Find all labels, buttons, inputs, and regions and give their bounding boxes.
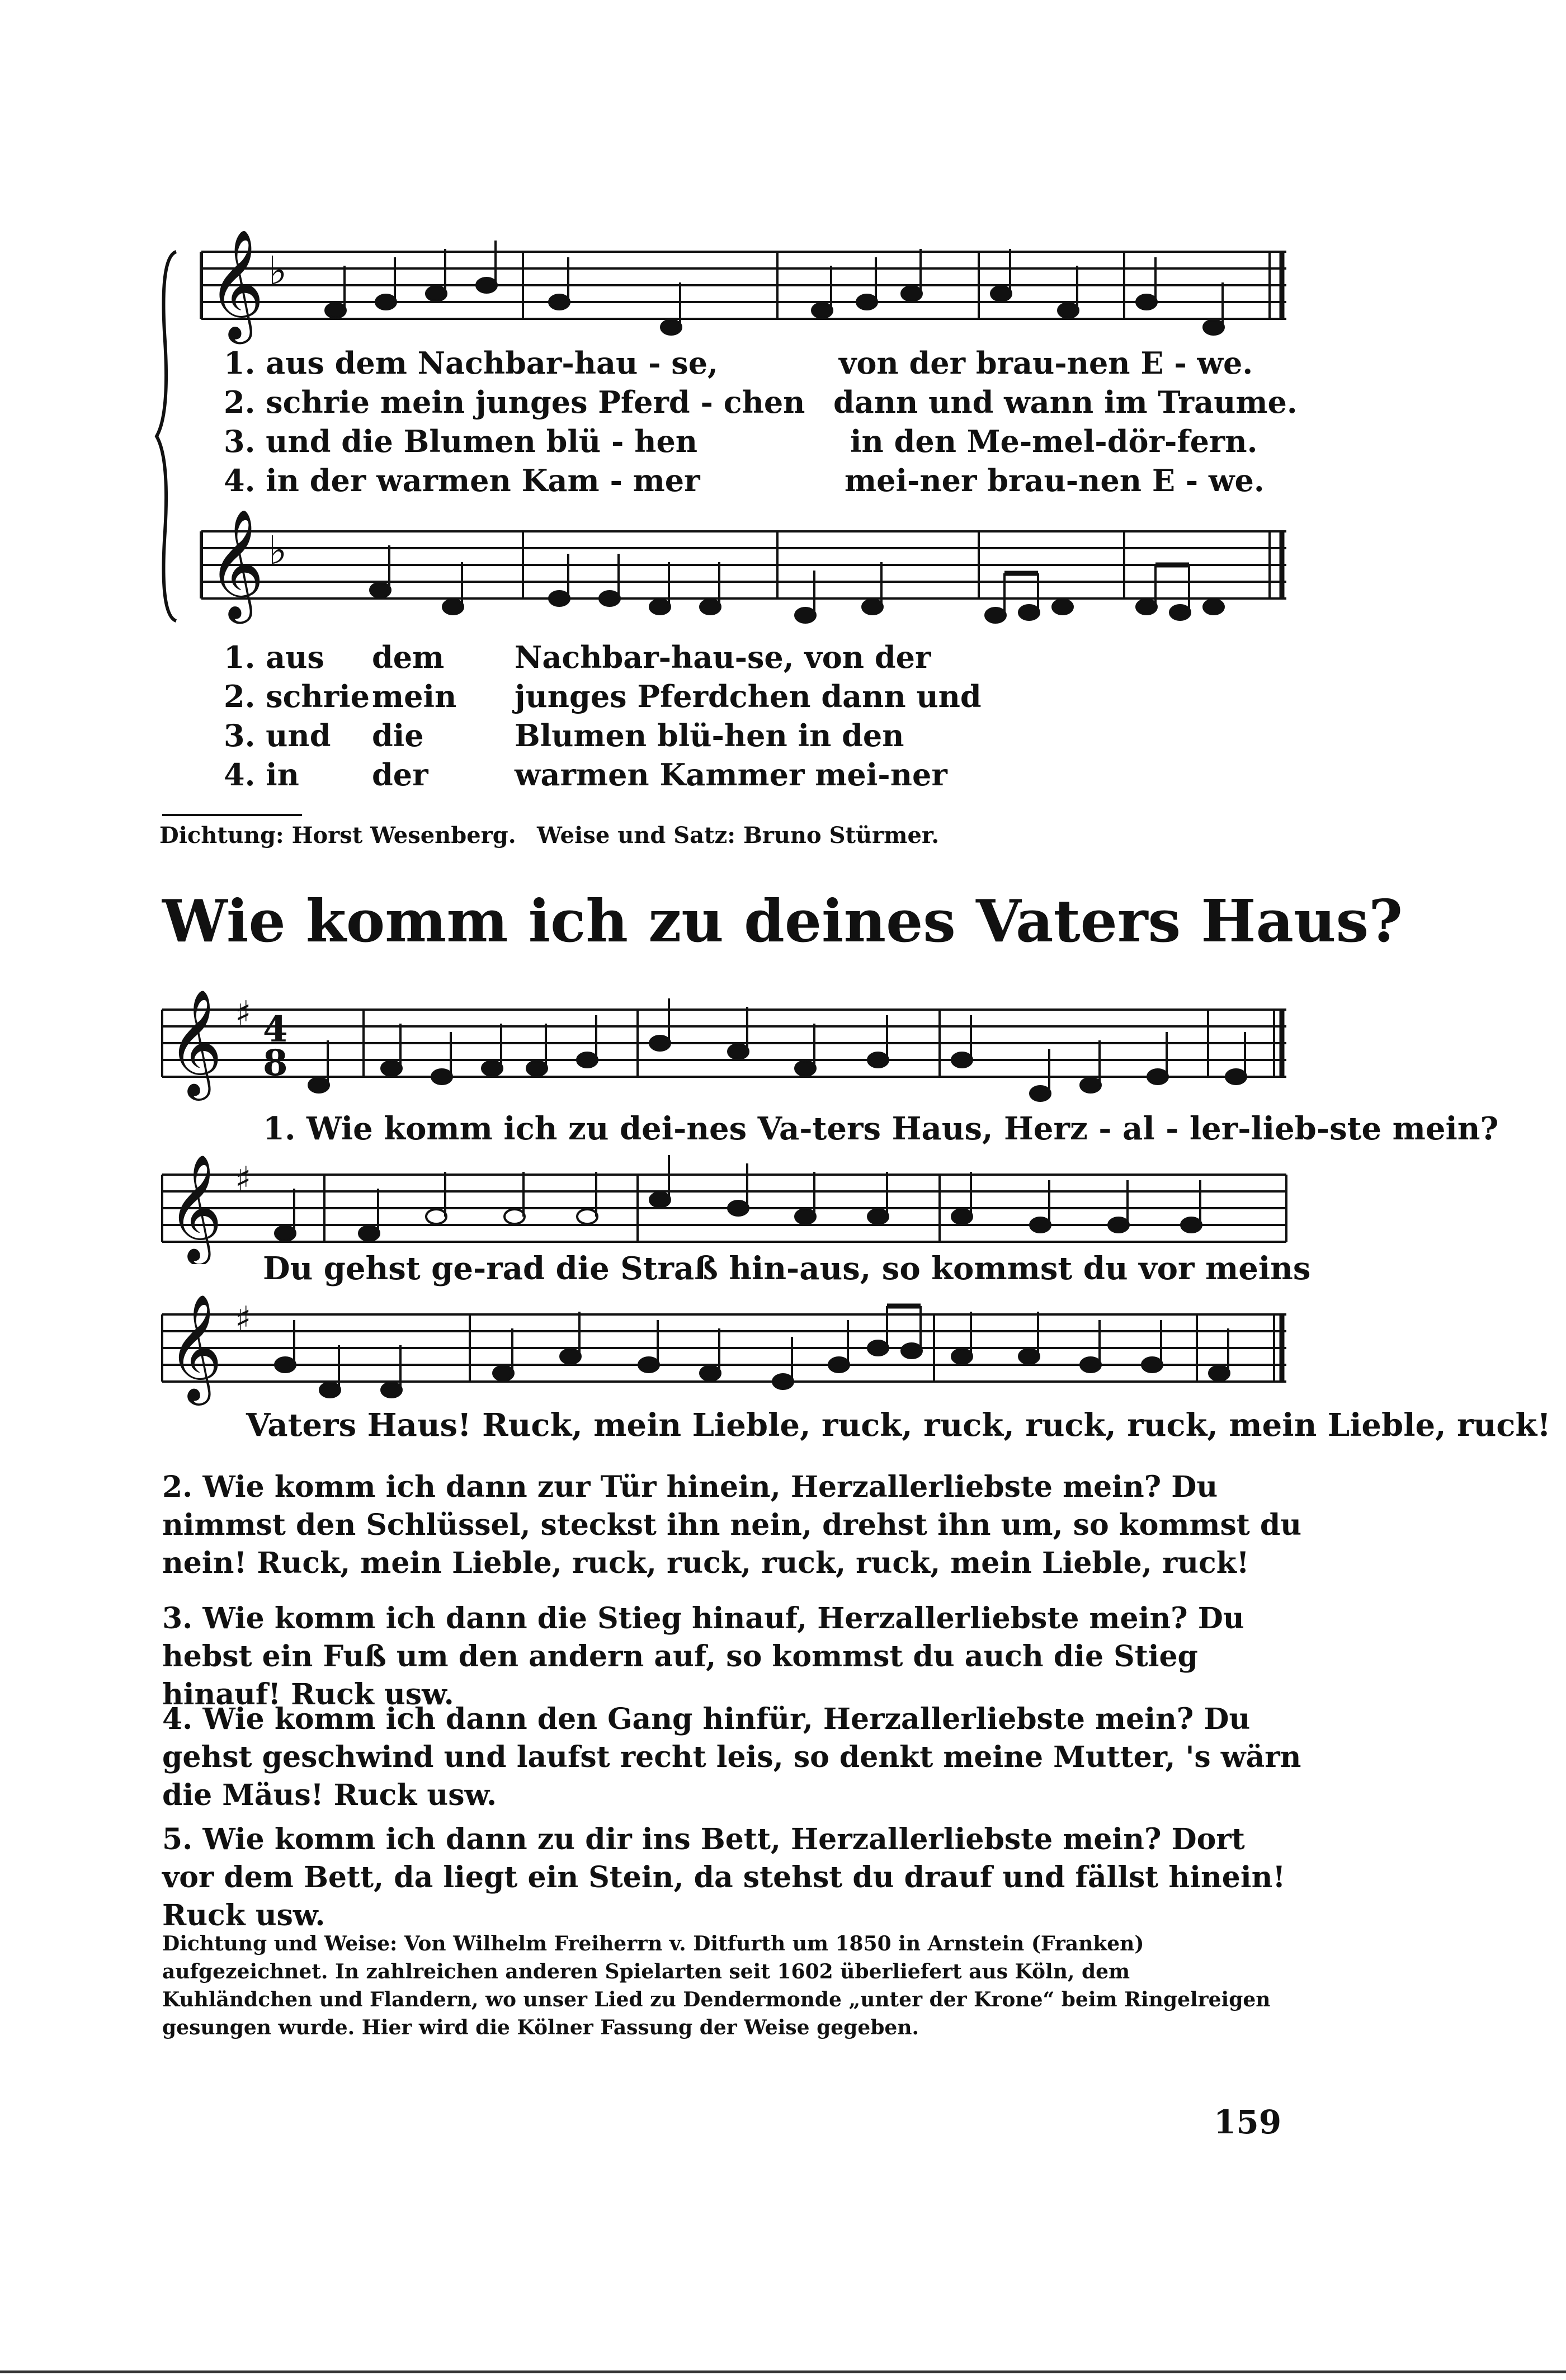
song1-lower-lyric-2c: junges Pferdchen dann und [515, 678, 982, 714]
song1-lower-lyric-1a: 1. aus [224, 639, 324, 675]
song1-lower-lyric-4b: der [372, 757, 428, 793]
page-number: 159 [1214, 2103, 1282, 2141]
song1-upper-lyric-3-right: in den Me-mel-dör-fern. [850, 423, 1258, 459]
song1-upper-lyric-4-right: mei-ner brau-nen E - we. [845, 463, 1265, 498]
song1-credit-text: Dichtung: Horst Wesenberg. [159, 822, 516, 849]
song1-lower-lyric-2a: 2. schrie [224, 678, 370, 714]
song2-title: Wie komm ich zu deines Vaters Haus? [162, 887, 1403, 955]
song1-lower-lyric-3a: 3. und [224, 718, 331, 753]
treble-clef: 𝄞 [208, 229, 265, 340]
svg-text:♯: ♯ [235, 1160, 252, 1199]
song1-credit-music: Weise und Satz: Bruno Stürmer. [537, 822, 940, 849]
song2-staff-2 [157, 1141, 1309, 1264]
song2-lyric-line-1: 1. Wie komm ich zu dei-nes Va-ters Haus, Herz - al - ler-lieb-ste mein? [263, 1110, 1499, 1147]
time-signature-top: 4 [263, 1008, 288, 1050]
song1-lower-lyric-3c: Blumen blü-hen in den [515, 718, 904, 753]
song1-upper-lyric-1-right: von der brau-nen E - we. [839, 345, 1253, 381]
song2-stanza-4: 4. Wie komm ich dann den Gang hinfür, Herzallerliebste mein? Du gehst geschwind und laufst recht leis, so denkt meine Mutter, 's wärn die Mäus! Ruck usw. [162, 1702, 1301, 1812]
song2-lyric-line-3: Vaters Haus! Ruck, mein Lieble, ruck, ruck, ruck, ruck, mein Lieble, ruck! [246, 1407, 1551, 1444]
svg-text:♭: ♭ [268, 527, 287, 573]
song2-staff-3 [157, 1281, 1309, 1410]
flat-sign: ♭ [268, 248, 287, 294]
song2-footnote: Dichtung und Weise: Von Wilhelm Freiherrn v. Ditfurth um 1850 in Arnstein (Franken) aufgezeichnet. In zahlreichen anderen Spielarten seit 1602 überliefert aus Köln, dem Kuhländchen und Flandern, wo unser Lied zu Dendermonde „unter der Krone“ beim Ringelreigen gesungen wurde. Hier wird die Kölner Fassung der Weise gegeben. [162, 1932, 1271, 2039]
song2-stanza-2: 2. Wie komm ich dann zur Tür hinein, Herzallerliebste mein? Du nimmst den Schlüssel, steckst ihn nein, drehst ihn um, so kommst du nein! Ruck, mein Lieble, ruck, ruck, ruck, ruck, mein Lieble, ruck! [162, 1470, 1302, 1580]
song1-upper-lyric-3-left: 3. und die Blumen blü - hen [224, 423, 698, 459]
svg-text:𝄞: 𝄞 [168, 988, 223, 1096]
song2-stanza-3: 3. Wie komm ich dann die Stieg hinauf, Herzallerliebste mein? Du hebst ein Fuß um den andern auf, so kommst du auch die Stieg hinauf! Ruck usw. [162, 1601, 1244, 1712]
song2-staff-1 [157, 984, 1309, 1113]
song2-lyric-line-2: Du gehst ge-rad die Straß hin-aus, so kommst du vor meins [263, 1250, 1311, 1287]
song1-upper-lyric-2-right: dann und wann im Traume. [833, 384, 1298, 420]
song1-lower-lyric-4c: warmen Kammer mei-ner [515, 757, 947, 793]
song1-lower-lyric-1c: Nachbar-hau-se, von der [515, 639, 931, 675]
song1-upper-lyric-4-left: 4. in der warmen Kam - mer [224, 463, 700, 498]
song1-lower-lyric-2b: mein [372, 678, 457, 714]
credit-rule [162, 814, 302, 816]
time-signature-bottom: 8 [263, 1042, 288, 1084]
svg-text:♯: ♯ [235, 1299, 252, 1339]
song1-lower-lyric-3b: die [372, 718, 424, 753]
song2-stanza-5: 5. Wie komm ich dann zu dir ins Bett, Herzallerliebste mein? Dort vor dem Bett, da liegt ein Stein, da stehst du drauf und fällst hinein! Ruck usw. [162, 1822, 1286, 1933]
song1-upper-lyric-1-left: 1. aus dem Nachbar-hau - se, [224, 345, 718, 381]
song1-lower-lyric-4a: 4. in [224, 757, 299, 793]
song1-lower-staff [157, 498, 1309, 649]
page-edge-line [0, 2370, 1566, 2373]
svg-text:𝄞: 𝄞 [208, 508, 265, 619]
svg-text:♯: ♯ [235, 994, 252, 1033]
svg-text:𝄞: 𝄞 [168, 1153, 223, 1261]
song1-upper-lyric-2-left: 2. schrie mein junges Pferd - chen [224, 384, 805, 420]
song1-lower-lyric-1b: dem [372, 639, 445, 675]
svg-text:𝄞: 𝄞 [168, 1293, 223, 1401]
